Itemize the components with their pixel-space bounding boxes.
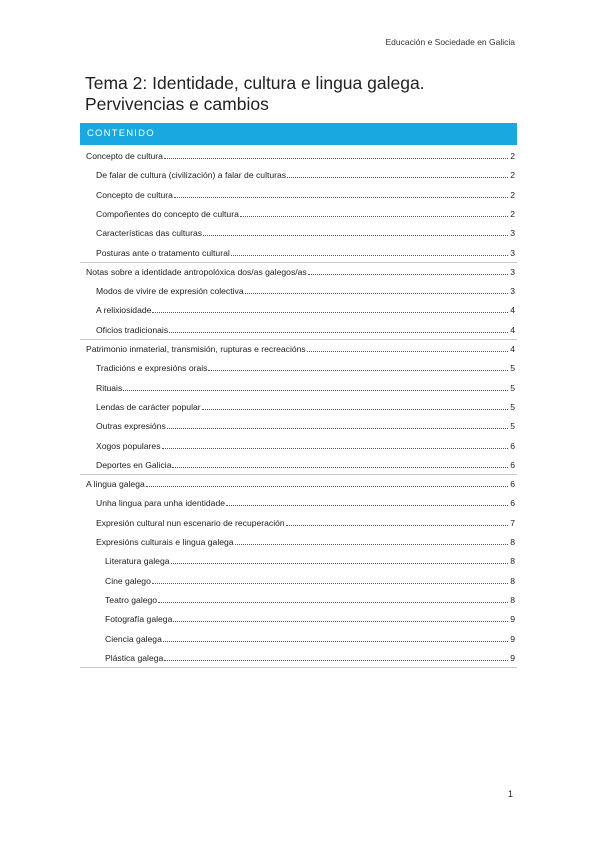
- running-header: Educación e Sociedade en Galicia: [385, 37, 515, 47]
- toc-entry[interactable]: [86, 264, 515, 278]
- toc-entry[interactable]: [96, 495, 515, 509]
- toc-entry-page: 6: [510, 459, 515, 470]
- toc-entry[interactable]: [96, 438, 515, 452]
- toc-dot-leader: [286, 525, 508, 526]
- toc-entry-title: Modos de vivire de expresión colectiva: [96, 286, 244, 297]
- toc-entry-page: 9: [510, 633, 515, 644]
- toc-entry-page: 3: [510, 228, 515, 239]
- toc-entry-title: Rituais: [96, 382, 123, 393]
- toc-heading: CONTENIDO: [80, 123, 517, 145]
- toc-entry-page: 7: [510, 517, 515, 528]
- toc-entry-title: Deportes en Galicia: [96, 459, 172, 470]
- toc-entry-page: 4: [510, 344, 515, 354]
- toc-dot-leader: [172, 467, 508, 468]
- toc-dot-leader: [158, 602, 508, 603]
- toc-dot-leader: [152, 583, 508, 584]
- toc-entry-title: A lingua galega: [86, 479, 145, 490]
- toc-dot-leader: [163, 641, 508, 642]
- toc-dot-leader: [164, 660, 508, 661]
- toc-entry-page: 6: [510, 440, 515, 451]
- toc-entry-page: 6: [510, 479, 515, 490]
- toc-entry-page: 9: [510, 614, 515, 625]
- toc-entry[interactable]: [96, 515, 515, 529]
- toc-entry-page: 9: [510, 652, 515, 663]
- toc-entry-title: Outras expresións: [96, 421, 166, 432]
- toc-dot-leader: [146, 486, 508, 487]
- toc-dot-leader: [152, 312, 508, 313]
- toc-entry-page: 2: [510, 151, 515, 161]
- toc-entry[interactable]: [96, 380, 515, 394]
- toc-dot-leader: [203, 235, 508, 236]
- toc-entry-page: 3: [510, 247, 515, 258]
- toc-entry-title: Concepto de cultura: [96, 189, 173, 200]
- toc-entry-page: 5: [510, 363, 515, 374]
- toc-entry-page: 3: [510, 286, 515, 297]
- toc-entry-title: Expresión cultural nun escenario de recuperación: [96, 517, 285, 528]
- toc-entry-title: Concepto de cultura: [86, 151, 163, 161]
- toc-entry[interactable]: [96, 399, 515, 413]
- toc-entry-page: 2: [510, 189, 515, 200]
- toc-entry[interactable]: [105, 592, 515, 606]
- toc-entry[interactable]: [96, 206, 515, 220]
- toc-entry[interactable]: [96, 360, 515, 374]
- toc-dot-leader: [208, 370, 508, 371]
- toc-entry-title: Plástica galega: [105, 652, 164, 663]
- toc-entry-title: Literatura galega: [105, 556, 170, 567]
- toc-entry[interactable]: [96, 418, 515, 432]
- toc-dot-leader: [174, 197, 508, 198]
- toc-entry-title: A relixiosidade: [96, 305, 152, 316]
- toc-entry-title: Compoñentes do concepto de cultura: [96, 208, 239, 219]
- toc-entry-page: 8: [510, 537, 515, 547]
- toc-dot-leader: [245, 293, 508, 294]
- toc-entry-title: Ciencia galega: [105, 633, 162, 644]
- toc-entry-page: 4: [510, 305, 515, 316]
- toc-entry[interactable]: [105, 611, 515, 625]
- toc-dot-leader: [167, 428, 508, 429]
- toc-dot-leader: [240, 216, 508, 217]
- toc-entry-title: Unha lingua para unha identidade: [96, 498, 226, 509]
- toc-dot-leader: [173, 621, 508, 622]
- toc-entry[interactable]: [96, 245, 515, 259]
- toc-divider: [80, 339, 517, 340]
- document-title: Tema 2: Identidade, cultura e lingua galega. Pervivencias e cambios: [85, 73, 425, 114]
- toc-entry-page: 5: [510, 421, 515, 432]
- toc-entry-page: 4: [510, 324, 515, 335]
- toc-entry[interactable]: [96, 283, 515, 297]
- toc-entry[interactable]: [96, 167, 515, 181]
- toc-entry-page: 3: [510, 266, 515, 277]
- toc-entry-title: Lendas de carácter popular: [96, 401, 201, 412]
- toc-entry-title: Expresións culturais e lingua galega: [96, 537, 234, 547]
- toc-entry-page: 8: [510, 594, 515, 605]
- toc-entry-page: 5: [510, 401, 515, 412]
- toc-dot-leader: [231, 255, 508, 256]
- toc-dot-leader: [287, 177, 508, 178]
- toc-entry-page: 5: [510, 382, 515, 393]
- toc-entry-title: Tradicións e expresións orais: [96, 363, 208, 374]
- toc-entry[interactable]: [105, 573, 515, 587]
- toc-entry[interactable]: [105, 631, 515, 645]
- toc-divider: [80, 667, 517, 668]
- toc-entry-title: Xogos populares: [96, 440, 161, 451]
- toc-entry-page: 2: [510, 170, 515, 181]
- toc-dot-leader: [226, 505, 508, 506]
- toc-dot-leader: [169, 332, 508, 333]
- toc-dot-leader: [235, 544, 508, 545]
- toc-entry[interactable]: [96, 457, 515, 471]
- toc-entry-page: 6: [510, 498, 515, 509]
- page-number: 1: [508, 789, 514, 799]
- toc-dot-leader: [171, 563, 509, 564]
- toc-entry[interactable]: [105, 553, 515, 567]
- toc-entry[interactable]: [96, 302, 515, 316]
- toc-entry[interactable]: [96, 187, 515, 201]
- toc-entry-title: De falar de cultura (civilización) a falar de culturas: [96, 170, 287, 181]
- toc-entry-title: Características das culturas: [96, 228, 203, 239]
- toc-dot-leader: [162, 448, 509, 449]
- toc-entry-title: Cine galego: [105, 575, 151, 586]
- toc-entry-title: Patrimonio inmaterial, transmisión, rupturas e recreacións: [86, 344, 306, 354]
- toc-entry[interactable]: [96, 225, 515, 239]
- toc-entry-title: Posturas ante o tratamento cultural: [96, 247, 230, 258]
- toc-dot-leader: [202, 409, 508, 410]
- toc-dot-leader: [164, 158, 508, 159]
- toc-entry-title: Teatro galego: [105, 594, 158, 605]
- toc-entry-page: 8: [510, 556, 515, 567]
- toc-divider: [80, 262, 517, 263]
- toc-entry[interactable]: [96, 534, 515, 548]
- toc-entry-title: Oficios tradicionais: [96, 324, 169, 335]
- toc-entry[interactable]: [96, 322, 515, 336]
- toc-dot-leader: [307, 351, 508, 352]
- toc-entry-page: 8: [510, 575, 515, 586]
- toc-entry[interactable]: [105, 650, 515, 664]
- toc-entry[interactable]: [86, 476, 515, 490]
- toc-entry[interactable]: [86, 148, 515, 162]
- toc-dot-leader: [123, 390, 508, 391]
- toc-dot-leader: [308, 274, 508, 275]
- toc-entry[interactable]: [86, 341, 515, 355]
- toc-entry-page: 2: [510, 208, 515, 219]
- toc-entry-title: Fotografía galega: [105, 614, 173, 625]
- toc-entry-title: Notas sobre a identidade antropolóxica dos/as galegos/as: [86, 266, 307, 277]
- toc-divider: [80, 474, 517, 475]
